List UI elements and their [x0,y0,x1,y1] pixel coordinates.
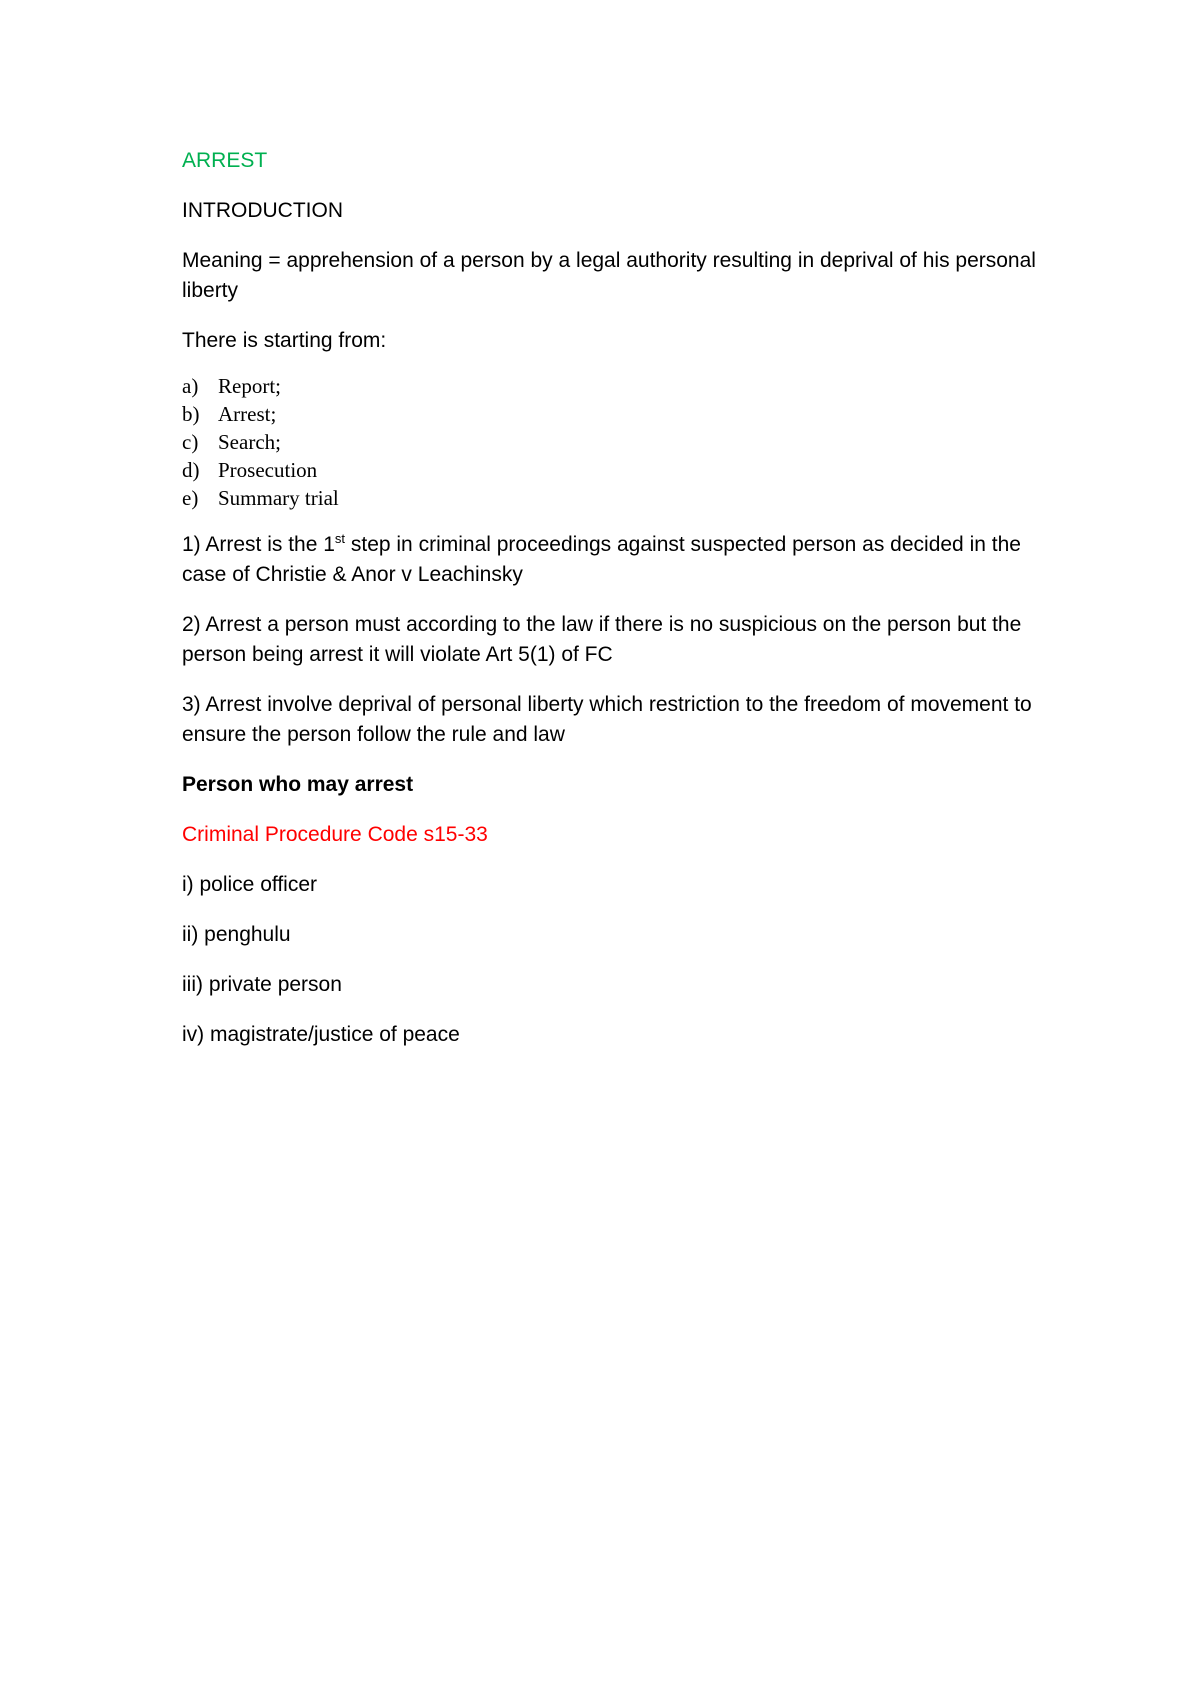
steps-list [182,372,1042,512]
point-1-text-end: step in criminal proceedings against suspected person as decided in the case of Christie & Anor v Leachinsky [182,533,1021,586]
list-item [182,456,1042,484]
introduction-heading: INTRODUCTION [182,199,343,222]
list-item [182,400,1042,428]
point-2-paragraph: 2) Arrest a person must according to the law if there is no suspicious on the person but the person being arrest it will violate Art 5(1) of FC [182,613,1022,666]
list-marker: a) [182,374,199,398]
point-3-paragraph: 3) Arrest involve deprival of personal liberty which restriction to the freedom of movement to ensure the person follow the rule and law [182,693,1032,746]
list-marker: d) [182,458,200,482]
list-item-text: Search; [218,430,281,454]
point-1-superscript: st [334,531,346,546]
point-1-text-start: 1) Arrest is the 1 [182,533,335,556]
meaning-paragraph: Meaning = apprehension of a person by a legal authority resulting in deprival of his personal liberty [182,249,1036,302]
list-marker: b) [182,402,200,426]
list-marker: c) [182,430,199,454]
who-may-arrest-heading: Person who may arrest [182,773,414,796]
list-item [182,428,1042,456]
code-heading: Criminal Procedure Code s15-33 [182,823,488,846]
list-item [182,372,1042,400]
list-item-text: Prosecution [218,458,318,482]
person-item: iii) private person [182,973,342,996]
list-marker: e) [182,486,199,510]
list-item [182,484,1042,512]
person-item: i) police officer [182,873,318,896]
point-1-paragraph [182,530,1042,590]
person-item: iv) magistrate/justice of peace [182,1023,460,1046]
list-item-text: Report; [218,374,281,398]
document-body [182,146,1042,1070]
person-item: ii) penghulu [182,923,291,946]
list-item-text: Arrest; [218,402,277,426]
document-title: ARREST [182,149,268,172]
list-item-text: Summary trial [218,486,339,510]
starting-from-text: There is starting from: [182,329,387,352]
